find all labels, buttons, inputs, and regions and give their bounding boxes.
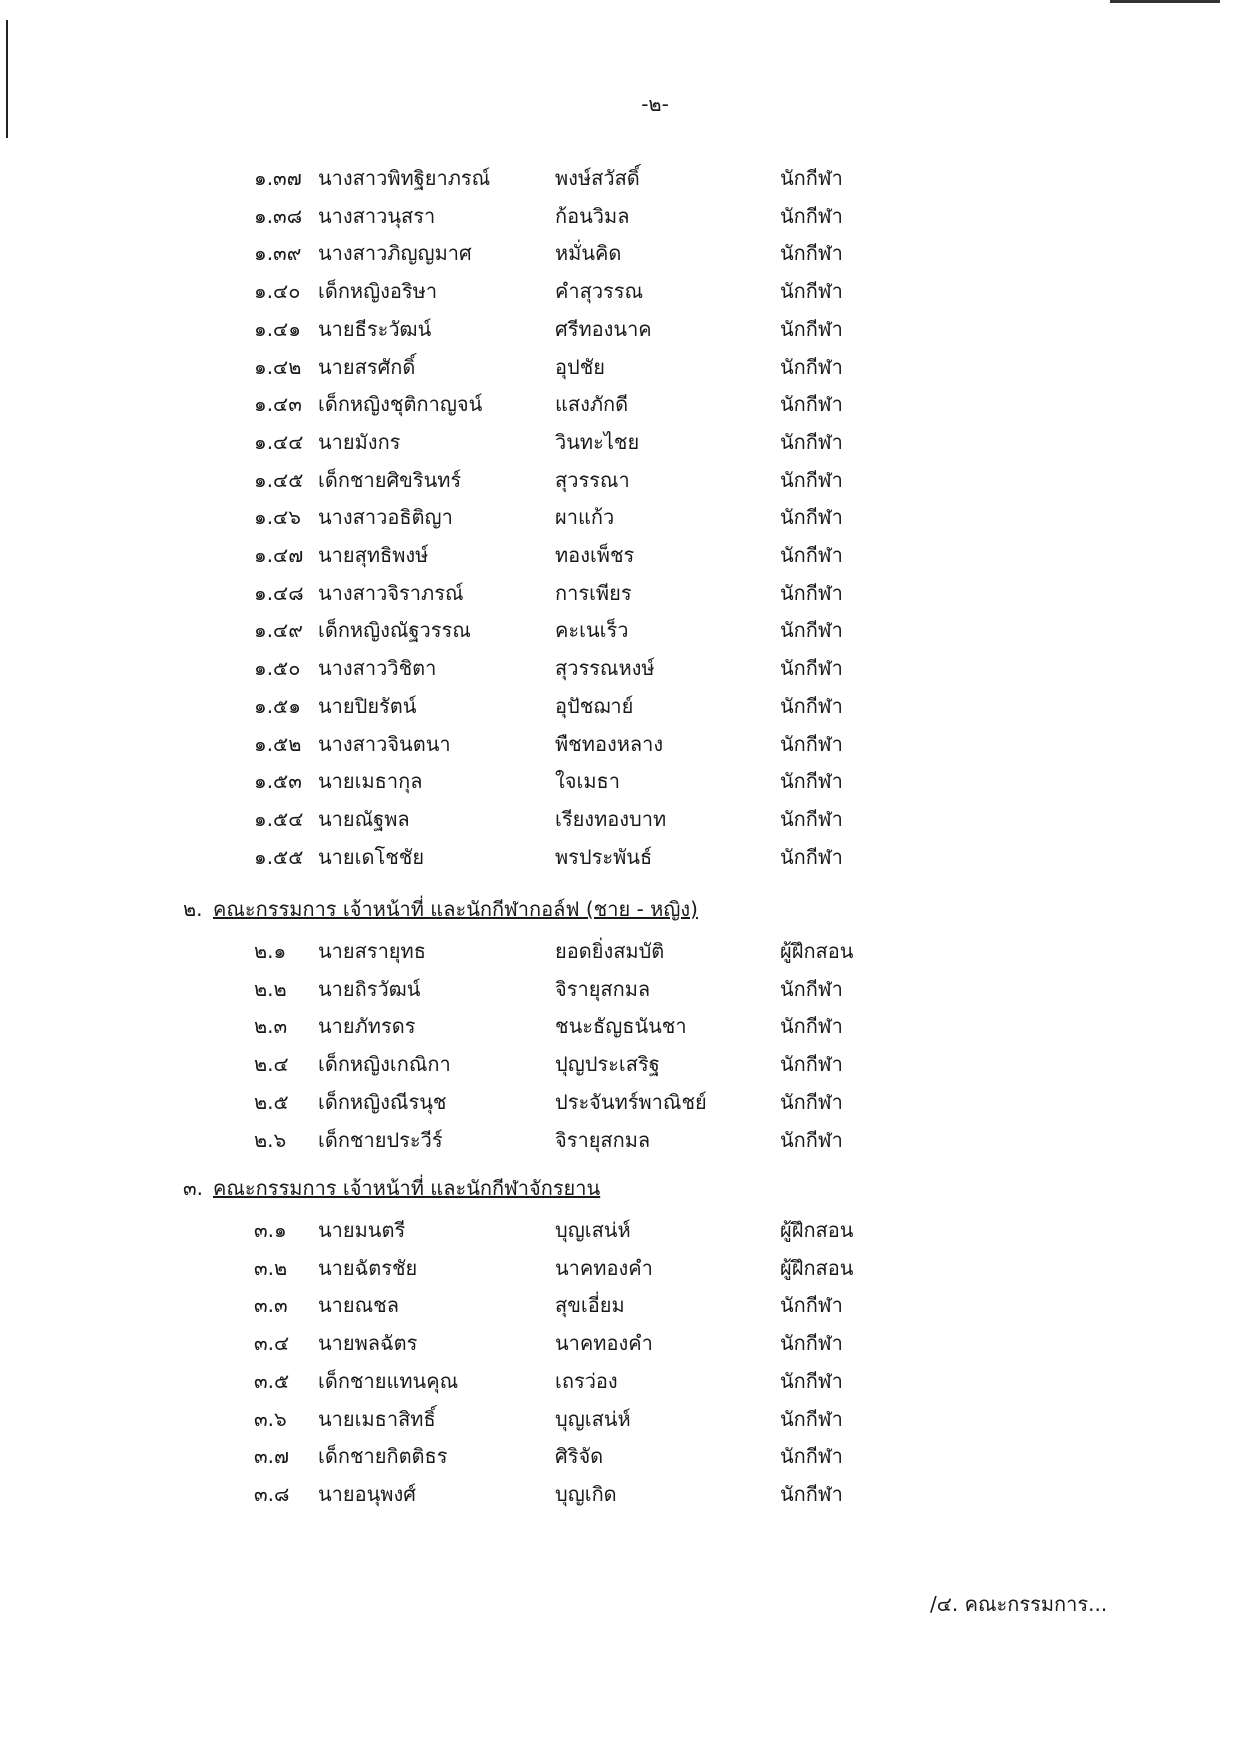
entry-surname: บุญเสน่ห์ <box>555 1406 631 1431</box>
entry-surname: ชนะธัญธนันชา <box>555 1014 687 1039</box>
entry-name: นายฉัตรชัย <box>318 1255 418 1280</box>
entry-name: เด็กชายแทนคุณ <box>318 1368 459 1393</box>
entry-name: เด็กหญิงอริษา <box>318 279 438 304</box>
entry-surname: ก้อนวิมล <box>555 203 630 228</box>
entry-name: นายเมธาสิทธิ์ <box>318 1406 436 1431</box>
entry-role: นักกีฬา <box>780 844 843 869</box>
roster-row <box>0 724 1240 758</box>
roster-row <box>0 1436 1240 1470</box>
entry-number: ๑.๔๑ <box>254 316 301 341</box>
entry-role: ผู้ฝึกสอน <box>780 939 854 963</box>
entry-name: นางสาวอธิติญา <box>318 505 453 530</box>
entry-name: นายเมธากุล <box>318 769 423 794</box>
entry-surname: พงษ์สวัสดิ์ <box>555 166 640 190</box>
roster-row <box>0 648 1240 682</box>
roster-row <box>0 1006 1240 1040</box>
page-number: -๒- <box>641 92 669 116</box>
roster-row <box>0 422 1240 456</box>
entry-surname: อุปัชฌาย์ <box>555 693 634 718</box>
entry-number: ๒.๓ <box>254 1014 288 1039</box>
entry-name: เด็กหญิงณีรนุช <box>318 1089 447 1114</box>
entry-surname: สุวรรณา <box>555 467 630 492</box>
entry-surname: แสงภักดี <box>555 392 629 417</box>
entry-surname: ใจเมธา <box>555 769 620 794</box>
entry-number: ๑.๓๗ <box>254 166 302 190</box>
entry-name: นางสาวพิทฐิยาภรณ์ <box>318 166 491 190</box>
entry-name: นางสาวภิญญมาศ <box>318 241 472 266</box>
entry-role: นักกีฬา <box>780 166 843 190</box>
entry-number: ๑.๔๙ <box>254 618 303 643</box>
entry-name: เด็กหญิงเกณิกา <box>318 1052 451 1077</box>
entry-name: นายภัทรดร <box>318 1014 416 1039</box>
entry-number: ๑.๔๖ <box>254 505 301 530</box>
entry-role: ผู้ฝึกสอน <box>780 1255 854 1280</box>
entry-number: ๑.๔๕ <box>254 467 304 492</box>
roster-row <box>0 233 1240 267</box>
entry-name: นายมนตรี <box>318 1218 406 1242</box>
section-heading <box>183 1172 883 1200</box>
entry-number: ๑.๓๙ <box>254 241 302 266</box>
entry-name: นายสรายุทธ <box>318 939 426 963</box>
roster-row <box>0 799 1240 833</box>
entry-role: นักกีฬา <box>780 693 843 718</box>
entry-name: นายถิรวัฒน์ <box>318 976 421 1001</box>
entry-surname: อุปชัย <box>555 354 605 379</box>
roster-row <box>0 1361 1240 1395</box>
entry-number: ๓.๑ <box>254 1218 287 1242</box>
entry-role: นักกีฬา <box>780 1481 843 1506</box>
entry-surname: คำสุวรรณ <box>555 279 644 304</box>
roster-row <box>0 1285 1240 1319</box>
entry-name: นางสาวจินตนา <box>318 731 451 756</box>
roster-row <box>0 347 1240 381</box>
entry-number: ๓.๒ <box>254 1255 288 1280</box>
continuation-note: /๔. คณะกรรมการ... <box>930 1592 1108 1616</box>
entry-name: นายเดโชชัย <box>318 844 425 869</box>
roster-row <box>0 497 1240 531</box>
roster-row <box>0 1248 1240 1282</box>
entry-name: เด็กหญิงชุติกาญจน์ <box>318 392 483 417</box>
roster-row <box>0 1323 1240 1357</box>
entry-number: ๑.๔๘ <box>254 580 304 605</box>
entry-surname: วินทะไชย <box>555 429 640 454</box>
entry-role: นักกีฬา <box>780 769 843 794</box>
entry-number: ๑.๔๓ <box>254 392 302 417</box>
entry-surname: จิรายุสกมล <box>555 976 651 1001</box>
entry-number: ๑.๕๕ <box>254 844 304 869</box>
entry-number: ๓.๔ <box>254 1331 290 1356</box>
section-title: คณะกรรมการ เจ้าหน้าที่ และนักกีฬากอล์ฟ (ชาย - หญิง) <box>213 897 698 921</box>
entry-name: นายณชล <box>318 1293 400 1318</box>
entry-role: นักกีฬา <box>780 505 843 530</box>
roster-row <box>0 309 1240 343</box>
entry-surname: จิรายุสกมล <box>555 1127 651 1152</box>
entry-surname: คะเนเร็ว <box>555 618 629 643</box>
entry-surname: ผาแก้ว <box>555 505 615 530</box>
entry-role: นักกีฬา <box>780 1293 843 1318</box>
roster-row <box>0 158 1240 192</box>
entry-surname: หมั่นคิด <box>555 241 622 266</box>
section-heading <box>183 893 883 921</box>
entry-role: นักกีฬา <box>780 731 843 756</box>
entry-surname: ศิริจัด <box>555 1444 604 1469</box>
entry-name: นายปิยรัตน์ <box>318 693 417 718</box>
roster-row <box>0 761 1240 795</box>
entry-number: ๓.๗ <box>254 1444 290 1469</box>
roster-row <box>0 384 1240 418</box>
roster-row <box>0 573 1240 607</box>
entry-role: นักกีฬา <box>780 1127 843 1152</box>
roster-row <box>0 1210 1240 1244</box>
entry-name: นางสาวจิราภรณ์ <box>318 580 464 605</box>
entry-role: นักกีฬา <box>780 203 843 228</box>
roster-row <box>0 271 1240 305</box>
entry-role: นักกีฬา <box>780 976 843 1001</box>
entry-role: นักกีฬา <box>780 316 843 341</box>
scan-edge-mark-top <box>1110 0 1220 3</box>
roster-row <box>0 196 1240 230</box>
entry-number: ๒.๒ <box>254 976 287 1001</box>
entry-role: นักกีฬา <box>780 241 843 266</box>
entry-name: นายณัฐพล <box>318 806 410 831</box>
entry-surname: ทองเพ็ชร <box>555 543 635 567</box>
roster-row <box>0 686 1240 720</box>
entry-surname: นาคทองคำ <box>555 1331 653 1356</box>
entry-number: ๑.๔๗ <box>254 543 304 567</box>
entry-role: นักกีฬา <box>780 1052 843 1077</box>
entry-number: ๑.๔๔ <box>254 429 304 454</box>
entry-name: นายธีระวัฒน์ <box>318 316 432 341</box>
roster-row <box>0 931 1240 965</box>
entry-name: นายสรศักดิ์ <box>318 354 416 379</box>
entry-name: นายสุทธิพงษ์ <box>318 543 429 567</box>
roster-row <box>0 1120 1240 1154</box>
entry-role: นักกีฬา <box>780 467 843 492</box>
entry-name: เด็กหญิงณัฐวรรณ <box>318 618 471 643</box>
entry-role: นักกีฬา <box>780 279 843 304</box>
entry-role: นักกีฬา <box>780 656 843 681</box>
entry-role: นักกีฬา <box>780 1406 843 1431</box>
roster-row <box>0 1082 1240 1116</box>
roster-row <box>0 535 1240 569</box>
entry-surname: พืชทองหลาง <box>555 731 664 756</box>
entry-role: นักกีฬา <box>780 1014 843 1039</box>
roster-row <box>0 1044 1240 1078</box>
entry-number: ๒.๖ <box>254 1127 287 1152</box>
roster-row <box>0 460 1240 494</box>
entry-role: ผู้ฝึกสอน <box>780 1218 854 1242</box>
entry-name: เด็กชายประวีร์ <box>318 1127 443 1152</box>
section-title: คณะกรรมการ เจ้าหน้าที่ และนักกีฬาจักรยาน <box>213 1176 601 1200</box>
entry-number: ๑.๕๒ <box>254 731 302 756</box>
entry-role: นักกีฬา <box>780 580 843 605</box>
entry-name: นายพลฉัตร <box>318 1331 418 1356</box>
entry-number: ๑.๕๔ <box>254 806 304 831</box>
entry-role: นักกีฬา <box>780 543 843 567</box>
entry-surname: พรประพันธ์ <box>555 844 653 869</box>
entry-surname: บุญเกิด <box>555 1481 617 1506</box>
roster-row <box>0 1474 1240 1508</box>
entry-name: นายอนุพงศ์ <box>318 1481 416 1506</box>
section-number: ๓. <box>183 1176 204 1200</box>
roster-row <box>0 837 1240 871</box>
entry-role: นักกีฬา <box>780 392 843 417</box>
entry-number: ๒.๔ <box>254 1052 289 1077</box>
entry-name: นางสาวนุสรา <box>318 203 436 228</box>
scan-edge-mark <box>6 20 8 138</box>
entry-number: ๓.๓ <box>254 1293 288 1318</box>
entry-surname: สุวรรณหงษ์ <box>555 656 655 681</box>
entry-name: นางสาววิชิตา <box>318 656 437 681</box>
section-number: ๒. <box>183 897 203 921</box>
entry-name: นายมังกร <box>318 429 401 454</box>
entry-number: ๓.๕ <box>254 1368 290 1393</box>
entry-number: ๒.๑ <box>254 939 287 963</box>
entry-number: ๑.๔๐ <box>254 279 301 304</box>
entry-surname: ประจันทร์พาณิชย์ <box>555 1089 707 1114</box>
entry-surname: ยอดยิ่งสมบัติ <box>555 939 665 963</box>
entry-role: นักกีฬา <box>780 806 843 831</box>
roster-row <box>0 610 1240 644</box>
entry-surname: เรียงทองบาท <box>555 806 667 831</box>
entry-surname: เถรว่อง <box>555 1368 618 1393</box>
entry-surname: ศรีทองนาค <box>555 316 652 341</box>
entry-number: ๒.๕ <box>254 1089 289 1114</box>
roster-row <box>0 969 1240 1003</box>
entry-role: นักกีฬา <box>780 1089 843 1114</box>
entry-role: นักกีฬา <box>780 618 843 643</box>
entry-surname: บุญเสน่ห์ <box>555 1218 631 1242</box>
entry-name: เด็กชายศิขรินทร์ <box>318 467 462 492</box>
entry-surname: นาคทองคำ <box>555 1255 653 1280</box>
entry-number: ๑.๕๑ <box>254 693 301 718</box>
entry-role: นักกีฬา <box>780 429 843 454</box>
entry-role: นักกีฬา <box>780 1331 843 1356</box>
entry-number: ๓.๖ <box>254 1406 287 1431</box>
entry-surname: สุขเอี่ยม <box>555 1293 625 1318</box>
entry-role: นักกีฬา <box>780 1368 843 1393</box>
entry-number: ๑.๔๒ <box>254 354 302 379</box>
entry-number: ๑.๕๓ <box>254 769 302 794</box>
entry-surname: การเพียร <box>555 580 632 605</box>
entry-role: นักกีฬา <box>780 1444 843 1469</box>
roster-row <box>0 1399 1240 1433</box>
entry-number: ๑.๓๘ <box>254 203 303 228</box>
entry-role: นักกีฬา <box>780 354 843 379</box>
entry-name: เด็กชายกิตติธร <box>318 1444 448 1469</box>
entry-number: ๓.๘ <box>254 1481 290 1506</box>
entry-surname: ปุญประเสริฐ <box>555 1052 660 1077</box>
entry-number: ๑.๕๐ <box>254 656 301 681</box>
